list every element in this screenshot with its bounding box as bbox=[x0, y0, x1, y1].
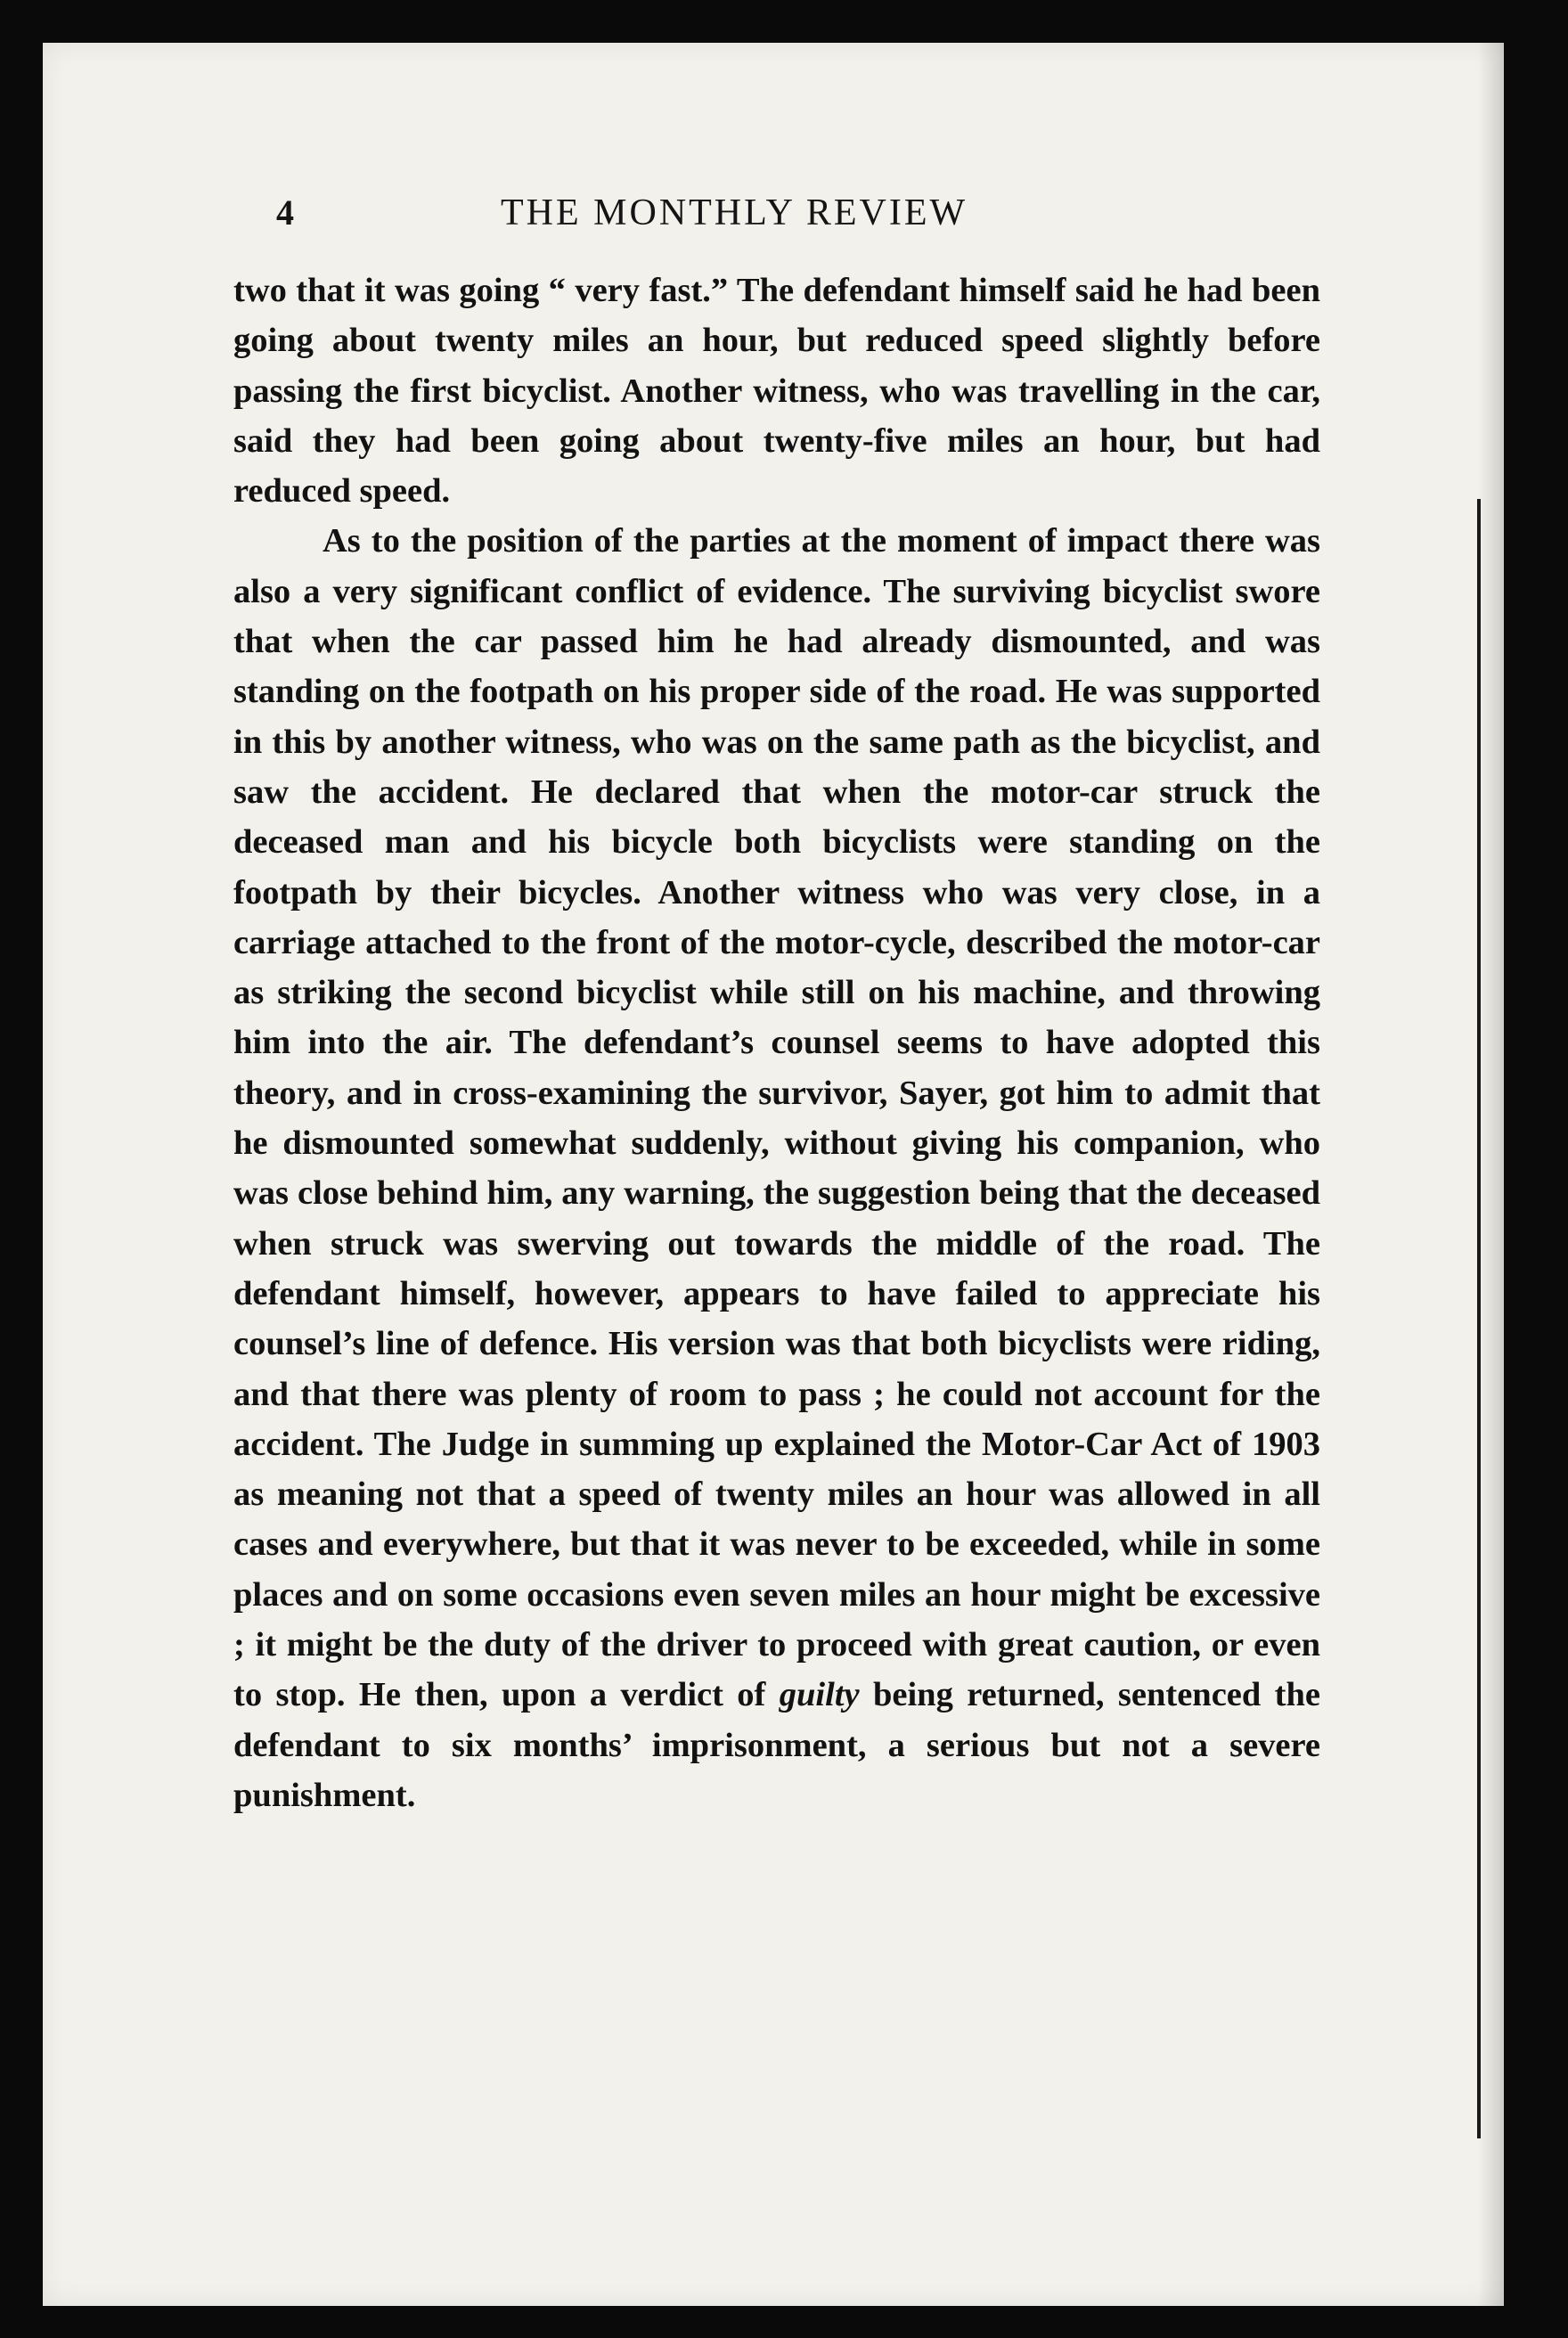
paragraph-2-text-b: being returned, sentenced the defendant to six months’ imprisonment, a serious but not a severe punishment. bbox=[233, 1676, 1320, 1814]
italic-word-guilty: guilty bbox=[779, 1676, 860, 1714]
page-number: 4 bbox=[276, 192, 294, 233]
running-title: THE MONTHLY REVIEW bbox=[501, 192, 968, 233]
page-binding-edge bbox=[1477, 499, 1481, 2138]
page-header bbox=[233, 192, 1124, 245]
paragraph-2-text-a: As to the position of the parties at the moment of impact there was also a very significant conflict of evidence. The surviving bicyclist swore that when the car passed him he had already dismounted, and was standing on the footpath on his proper side of the road. He was supported in this by another witness, who was on the same path as the bicyclist, and saw the accident. He declared that when the motor-car struck the deceased man and his bicycle both bicyclists were standing on the footpath by their bicycles. Another witness who was very close, in a carriage attached to the front of the motor-cycle, described the motor-car as striking the second bicyclist while still on his machine, and throwing him into the air. The defendant’s counsel seems to have adopted this theory, and in cross-examining the survivor, Sayer, got him to admit that he dismounted somewhat suddenly, without giving his companion, who was close behind him, any warning, the suggestion being that the deceased when struck was swerving out towards the middle of the road. The defendant himself, however, appears to have failed to appreciate his counsel’s line of defence. His version was that both bicyclists were riding, and that there was plenty of room to pass ; he could not account for the accident. The Judge in summing up explained the Motor-Car Act of 1903 as meaning not that a speed of twenty miles an hour was allowed in all cases and everywhere, but that it was never to be exceeded, while in some places and on some occasions even seven miles an hour might be excessive ; it might be the duty of the driver to proceed with great caution, or even to stop. He then, upon a verdict of bbox=[233, 522, 1320, 1714]
body-text bbox=[233, 266, 1320, 1820]
paragraph-2 bbox=[233, 516, 1320, 1820]
paragraph-1: two that it was going “ very fast.” The defendant himself said he had been going about twenty miles an hour, but reduced speed slightly before passing the first bicyclist. Another witness, who was travelling in the car, said they had been going about twenty-five miles an hour, but had reduced speed. bbox=[233, 272, 1320, 511]
